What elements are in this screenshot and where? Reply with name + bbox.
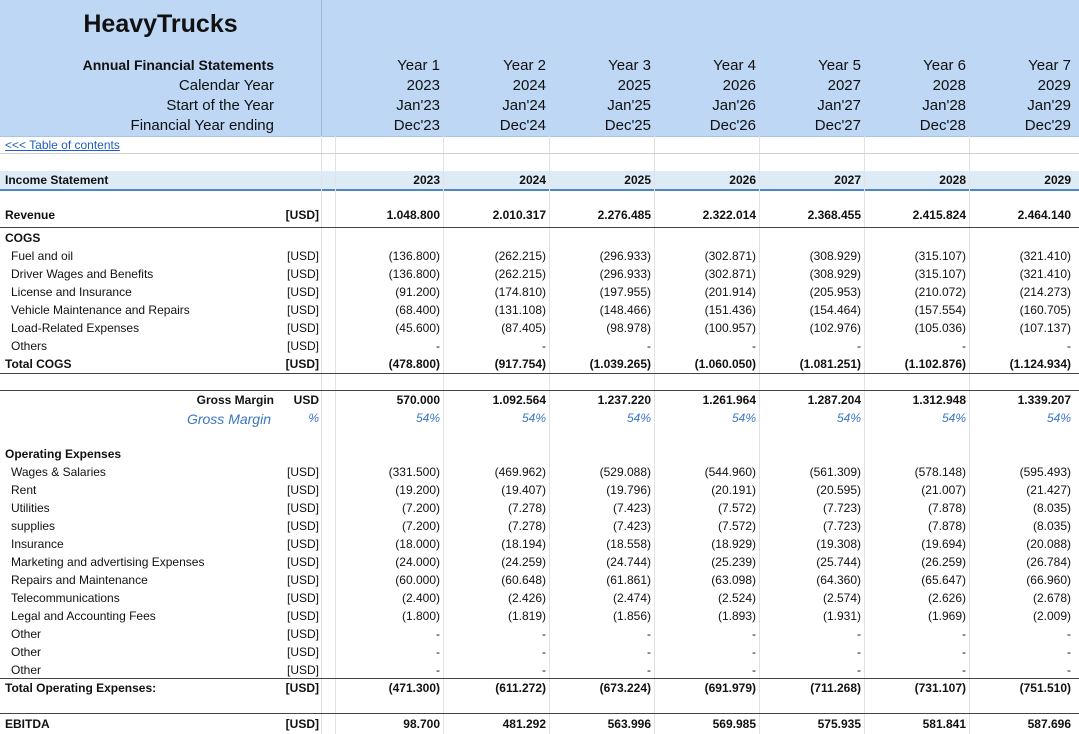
cell-value: (148.466) [599, 303, 651, 317]
cell-value: - [647, 645, 651, 659]
row-label: Legal and Accounting Fees [11, 609, 156, 623]
cell-value: (595.493) [1019, 465, 1071, 479]
cell-value: 1.312.948 [912, 393, 966, 407]
cell-value: 1.048.800 [386, 208, 440, 222]
cell-value: (19.308) [816, 537, 861, 551]
cell-value: (1.856) [612, 609, 651, 623]
cell-value: 575.935 [817, 717, 861, 731]
header-year-name: Year 2 [503, 57, 546, 74]
row-unit: [USD] [286, 609, 319, 623]
cell-value: (302.871) [704, 267, 756, 281]
cell-value: (2.474) [612, 591, 651, 605]
cell-value: (1.039.265) [589, 357, 651, 371]
grid-vline [654, 136, 655, 734]
cell-value: (7.723) [822, 501, 861, 515]
cell-value: (7.723) [822, 519, 861, 533]
header-year-name: Year 4 [713, 57, 756, 74]
cell-value: (308.929) [809, 267, 861, 281]
cell-value: (131.108) [494, 303, 546, 317]
cell-value: - [962, 339, 966, 353]
row-label: Utilities [11, 501, 50, 515]
cell-value: - [436, 627, 440, 641]
header-year-start: Jan'28 [922, 97, 966, 114]
row-label: Revenue [5, 208, 56, 222]
grid-vline [443, 136, 444, 734]
row-unit: [USD] [286, 321, 319, 335]
cell-value: 54% [415, 411, 440, 425]
row-label: License and Insurance [11, 285, 132, 299]
header-year-cal: 2027 [827, 77, 861, 94]
cell-value: - [962, 627, 966, 641]
cell-value: (469.962) [494, 465, 546, 479]
cell-value: 563.996 [607, 717, 651, 731]
cell-value: (751.510) [1019, 681, 1071, 695]
cell-value: (20.088) [1026, 537, 1071, 551]
cell-value: (7.572) [717, 501, 756, 515]
cell-value: (18.929) [711, 537, 756, 551]
header-year-start: Jan'23 [396, 97, 440, 114]
cell-value: - [647, 663, 651, 677]
cell-value: (315.107) [914, 249, 966, 263]
header-year-name: Year 1 [397, 57, 440, 74]
row-label: Gross Margin [196, 393, 274, 407]
cell-value: (2.574) [822, 591, 861, 605]
header-year-cal: 2026 [722, 77, 756, 94]
cell-value: (478.800) [388, 357, 440, 371]
cell-value: (917.754) [494, 357, 546, 371]
cell-value: (1.081.251) [799, 357, 861, 371]
cell-value: (2.678) [1032, 591, 1071, 605]
cell-value: (24.259) [501, 555, 546, 569]
cell-value: (24.744) [606, 555, 651, 569]
cell-value: - [752, 663, 756, 677]
row-label: Gross Margin [186, 411, 271, 427]
cell-value: (2.009) [1032, 609, 1071, 623]
row-unit: [USD] [286, 339, 319, 353]
row-unit: USD [293, 393, 319, 407]
cell-value: (21.007) [921, 483, 966, 497]
income-year-header: 2024 [519, 173, 546, 187]
cell-value: (7.278) [507, 501, 546, 515]
cell-value: - [857, 663, 861, 677]
cell-value: (26.784) [1026, 555, 1071, 569]
header-year-end: Dec'24 [499, 117, 546, 134]
cell-value: (102.976) [809, 321, 861, 335]
cell-value: (302.871) [704, 249, 756, 263]
cell-value: (2.400) [401, 591, 440, 605]
row-unit: [USD] [285, 681, 319, 695]
cell-value: 2.415.824 [912, 208, 966, 222]
header-year-end: Dec'28 [919, 117, 966, 134]
cell-value: (87.405) [501, 321, 546, 335]
income-year-header: 2026 [729, 173, 756, 187]
row-label: COGS [5, 231, 41, 245]
header-year-start: Jan'26 [712, 97, 756, 114]
cell-value: - [1067, 627, 1071, 641]
cell-value: 1.287.204 [807, 393, 861, 407]
label-calendar-year: Calendar Year [178, 77, 274, 94]
table-of-contents-link[interactable]: <<< Table of contents [5, 138, 120, 152]
row-unit: [USD] [286, 519, 319, 533]
cell-value: (100.957) [704, 321, 756, 335]
row-label: Fuel and oil [11, 249, 74, 263]
cell-value: - [752, 339, 756, 353]
cell-value: (61.861) [606, 573, 651, 587]
header-year-start: Jan'29 [1027, 97, 1071, 114]
cell-value: (296.933) [599, 267, 651, 281]
cell-value: (8.035) [1032, 501, 1071, 515]
cell-value: (160.705) [1019, 303, 1071, 317]
cell-value: - [857, 627, 861, 641]
cell-value: (24.000) [395, 555, 440, 569]
cell-value: (25.239) [711, 555, 756, 569]
row-separator [0, 390, 1079, 391]
row-unit: [USD] [286, 555, 319, 569]
cell-value: (315.107) [914, 267, 966, 281]
cell-value: - [436, 339, 440, 353]
cell-value: (7.423) [612, 519, 651, 533]
cell-value: 1.237.220 [597, 393, 651, 407]
cell-value: - [647, 339, 651, 353]
cell-value: (578.148) [914, 465, 966, 479]
cell-value: (529.088) [599, 465, 651, 479]
label-fy-ending: Financial Year ending [130, 117, 274, 134]
header-year-end: Dec'26 [709, 117, 756, 134]
header-year-end: Dec'27 [814, 117, 861, 134]
cell-value: - [1067, 645, 1071, 659]
row-unit: [USD] [286, 537, 319, 551]
label-start-year: Start of the Year [166, 97, 274, 114]
income-year-header: 2028 [939, 173, 966, 187]
row-unit: [USD] [286, 303, 319, 317]
cell-value: (1.060.050) [694, 357, 756, 371]
cell-value: 2.276.485 [597, 208, 651, 222]
row-unit: [USD] [286, 627, 319, 641]
row-unit: [USD] [285, 208, 319, 222]
cell-value: (66.960) [1026, 573, 1071, 587]
row-separator [0, 713, 1079, 714]
grid-vline [549, 136, 550, 734]
cell-value: (68.400) [395, 303, 440, 317]
cell-value: 1.092.564 [492, 393, 546, 407]
grid-vline [335, 136, 336, 734]
cell-value: 98.700 [403, 717, 440, 731]
cell-value: (21.427) [1026, 483, 1071, 497]
cell-value: - [857, 645, 861, 659]
row-label: Vehicle Maintenance and Repairs [11, 303, 190, 317]
header-year-cal: 2028 [932, 77, 966, 94]
row-label: Other [11, 663, 42, 677]
row-unit: [USD] [286, 267, 319, 281]
row-unit: [USD] [285, 357, 319, 371]
cell-value: (60.000) [395, 573, 440, 587]
row-unit: [USD] [285, 717, 319, 731]
row-label: Total COGS [5, 357, 72, 371]
row-label: Total Operating Expenses: [5, 681, 157, 695]
cell-value: (174.810) [494, 285, 546, 299]
row-unit: [USD] [286, 465, 319, 479]
cell-value: (7.878) [927, 519, 966, 533]
company-title: HeavyTrucks [83, 10, 238, 38]
row-label: EBITDA [5, 717, 50, 731]
cell-value: (7.423) [612, 501, 651, 515]
cell-value: (7.278) [507, 519, 546, 533]
header-year-name: Year 6 [923, 57, 966, 74]
row-label: Insurance [11, 537, 64, 551]
income-year-header: 2027 [834, 173, 861, 187]
row-unit: [USD] [286, 663, 319, 677]
cell-value: - [752, 645, 756, 659]
grid-vline [969, 136, 970, 734]
cell-value: (673.224) [599, 681, 651, 695]
row-unit: [USD] [286, 645, 319, 659]
cell-value: - [857, 339, 861, 353]
statement-subtitle: Annual Financial Statements [82, 57, 274, 73]
cell-value: - [436, 645, 440, 659]
row-label: Load-Related Expenses [11, 321, 140, 335]
cell-value: (25.744) [816, 555, 861, 569]
cell-value: - [752, 627, 756, 641]
row-label: Rent [11, 483, 37, 497]
row-label: Others [11, 339, 48, 353]
cell-value: (1.800) [401, 609, 440, 623]
row-label: Repairs and Maintenance [11, 573, 148, 587]
cell-value: (136.800) [388, 249, 440, 263]
cell-value: 54% [941, 411, 966, 425]
cell-value: (91.200) [395, 285, 440, 299]
row-label: Other [11, 645, 42, 659]
cell-value: (18.000) [395, 537, 440, 551]
cell-value: (63.098) [711, 573, 756, 587]
cell-value: (64.360) [816, 573, 861, 587]
cell-value: (154.464) [809, 303, 861, 317]
grid-vline [864, 136, 865, 734]
cell-value: (2.524) [717, 591, 756, 605]
row-label: Telecommunications [11, 591, 120, 605]
cell-value: (731.107) [914, 681, 966, 695]
cell-value: (1.893) [717, 609, 756, 623]
income-year-header: 2025 [624, 173, 651, 187]
cell-value: (65.647) [921, 573, 966, 587]
cell-value: (1.102.876) [904, 357, 966, 371]
row-unit: % [308, 411, 319, 425]
header-year-name: Year 7 [1028, 57, 1071, 74]
row-label: Marketing and advertising Expenses [11, 555, 205, 569]
cell-value: (210.072) [914, 285, 966, 299]
cell-value: (7.878) [927, 501, 966, 515]
cell-value: (157.554) [914, 303, 966, 317]
row-unit: [USD] [286, 285, 319, 299]
header-year-end: Dec'29 [1024, 117, 1071, 134]
cell-value: (691.979) [704, 681, 756, 695]
cell-value: (7.200) [401, 519, 440, 533]
cell-value: (20.191) [711, 483, 756, 497]
cell-value: (20.595) [816, 483, 861, 497]
row-label: Wages & Salaries [11, 465, 106, 479]
row-unit: [USD] [286, 573, 319, 587]
cell-value: (262.215) [494, 249, 546, 263]
cell-value: (197.955) [599, 285, 651, 299]
cell-value: 2.368.455 [807, 208, 861, 222]
cell-value: (214.273) [1019, 285, 1071, 299]
cell-value: (471.300) [388, 681, 440, 695]
income-year-header: 2023 [413, 173, 440, 187]
cell-value: - [962, 663, 966, 677]
header-year-start: Jan'25 [607, 97, 651, 114]
cell-value: (205.953) [809, 285, 861, 299]
cell-value: (2.426) [507, 591, 546, 605]
header-year-cal: 2024 [512, 77, 546, 94]
row-unit: [USD] [286, 591, 319, 605]
cell-value: - [647, 627, 651, 641]
row-unit: [USD] [286, 249, 319, 263]
cell-value: (2.626) [927, 591, 966, 605]
cell-value: 581.841 [922, 717, 966, 731]
header-year-name: Year 5 [818, 57, 861, 74]
cell-value: (711.268) [810, 681, 861, 695]
cell-value: 2.464.140 [1017, 208, 1071, 222]
header-divider [321, 0, 322, 136]
cell-value: (308.929) [809, 249, 861, 263]
cell-value: 587.696 [1027, 717, 1071, 731]
cell-value: 1.261.964 [702, 393, 756, 407]
cell-value: 54% [521, 411, 546, 425]
cell-value: 481.292 [502, 717, 546, 731]
cell-value: (262.215) [494, 267, 546, 281]
cell-value: (19.796) [606, 483, 651, 497]
cell-value: (136.800) [388, 267, 440, 281]
cell-value: (18.194) [501, 537, 546, 551]
row-separator [0, 153, 1079, 154]
cell-value: 54% [731, 411, 756, 425]
cell-value: 54% [626, 411, 651, 425]
cell-value: (105.036) [914, 321, 966, 335]
cell-value: (45.600) [395, 321, 440, 335]
income-year-header: 2029 [1044, 173, 1071, 187]
cell-value: (26.259) [921, 555, 966, 569]
cell-value: (107.137) [1019, 321, 1071, 335]
header-year-end: Dec'25 [604, 117, 651, 134]
header-year-name: Year 3 [608, 57, 651, 74]
header-year-cal: 2029 [1037, 77, 1071, 94]
cell-value: (201.914) [704, 285, 756, 299]
cell-value: - [542, 627, 546, 641]
cell-value: (1.124.934) [1009, 357, 1071, 371]
cell-value: 2.322.014 [702, 208, 756, 222]
cell-value: (98.978) [606, 321, 651, 335]
cell-value: 569.985 [712, 717, 756, 731]
cell-value: (1.931) [822, 609, 861, 623]
row-label: Driver Wages and Benefits [11, 267, 154, 281]
row-separator [0, 227, 1079, 228]
grid-vline [759, 136, 760, 734]
cell-value: (7.572) [717, 519, 756, 533]
header-year-start: Jan'27 [817, 97, 861, 114]
cell-value: (1.969) [927, 609, 966, 623]
cell-value: (19.694) [921, 537, 966, 551]
cell-value: (561.309) [809, 465, 861, 479]
cell-value: (331.500) [388, 465, 440, 479]
cell-value: 570.000 [396, 393, 440, 407]
header-year-end: Dec'23 [393, 117, 440, 134]
cell-value: (321.410) [1019, 249, 1071, 263]
cell-value: (296.933) [599, 249, 651, 263]
cell-value: 2.010.317 [492, 208, 546, 222]
cell-value: - [542, 645, 546, 659]
header-year-cal: 2025 [617, 77, 651, 94]
cell-value: - [436, 663, 440, 677]
cell-value: (7.200) [401, 501, 440, 515]
row-label: Other [11, 627, 42, 641]
row-separator [0, 678, 1079, 679]
cell-value: - [1067, 339, 1071, 353]
row-separator [0, 373, 1079, 374]
row-label: Operating Expenses [5, 447, 122, 461]
cell-value: (321.410) [1019, 267, 1071, 281]
cell-value: - [1067, 663, 1071, 677]
row-label: supplies [11, 519, 56, 533]
cell-value: (19.407) [501, 483, 546, 497]
cell-value: - [542, 663, 546, 677]
cell-value: (18.558) [606, 537, 651, 551]
cell-value: (1.819) [507, 609, 546, 623]
cell-value: (611.272) [495, 681, 546, 695]
cell-value: (544.960) [704, 465, 756, 479]
row-unit: [USD] [286, 483, 319, 497]
cell-value: (8.035) [1032, 519, 1071, 533]
cell-value: 54% [1046, 411, 1071, 425]
header-year-cal: 2023 [406, 77, 440, 94]
grid-vline [321, 136, 322, 734]
cell-value: (19.200) [395, 483, 440, 497]
cell-value: 54% [836, 411, 861, 425]
cell-value: (151.436) [704, 303, 756, 317]
cell-value: - [542, 339, 546, 353]
cell-value: - [962, 645, 966, 659]
header-year-start: Jan'24 [502, 97, 546, 114]
cell-value: 1.339.207 [1017, 393, 1071, 407]
cell-value: (60.648) [501, 573, 546, 587]
row-unit: [USD] [286, 501, 319, 515]
income-statement-title: Income Statement [5, 173, 109, 187]
